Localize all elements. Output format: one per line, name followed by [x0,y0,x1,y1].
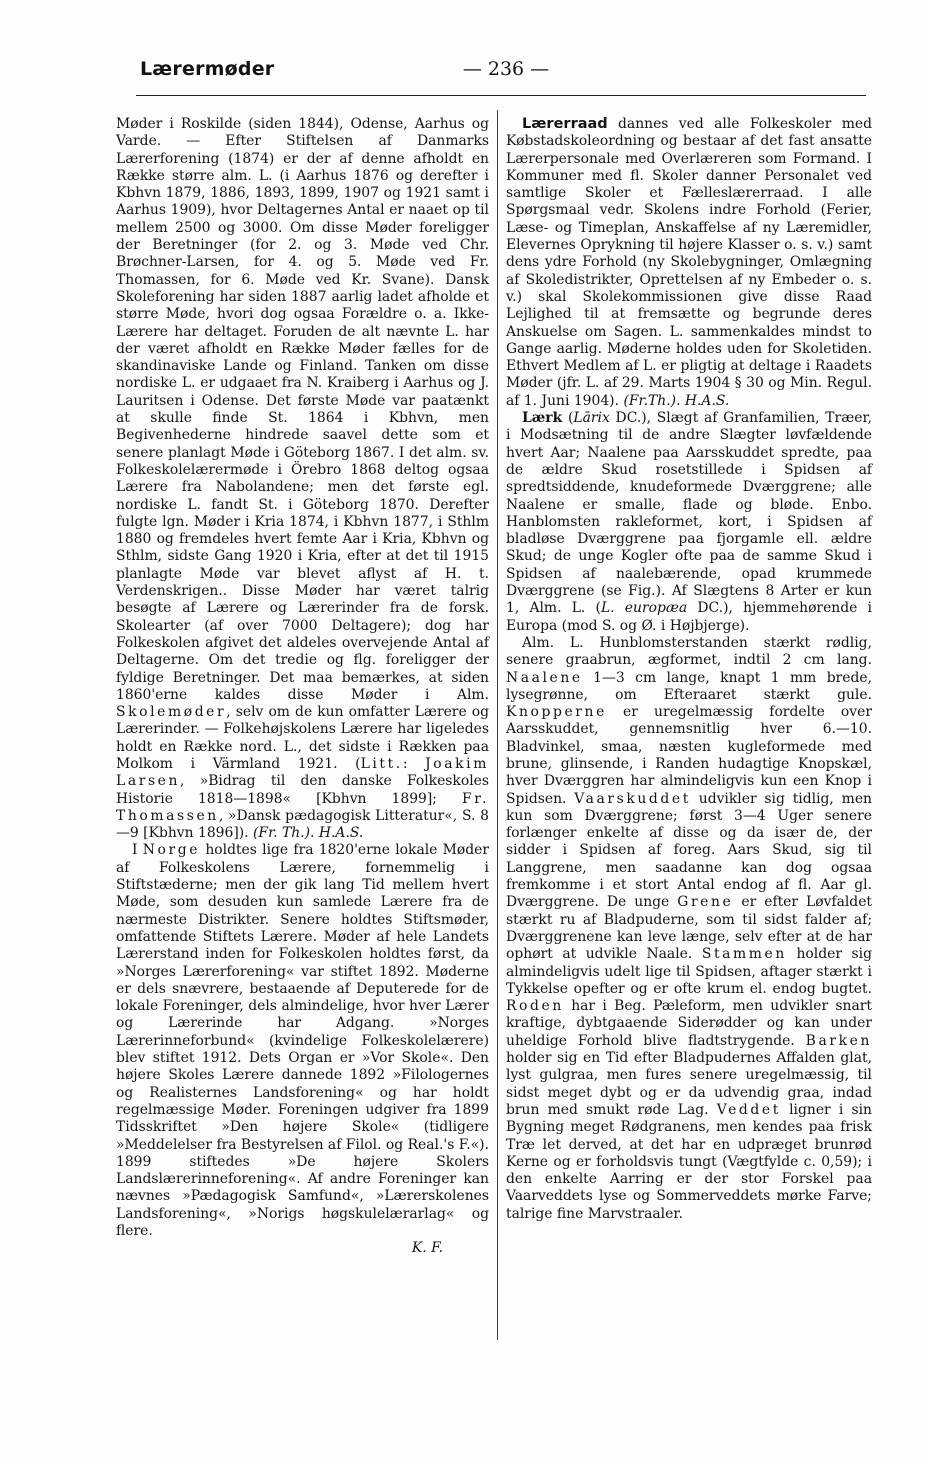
page-number: — 236 — [462,58,550,80]
running-head: Lærermøder [140,58,275,80]
entry-alm-laerk: Alm. L. Hunblomsterstanden stærkt rødlig, senere graabrun, ægformet, indtil 2 cm lang. Naalene 1—3 cm lange, knapt 1 mm brede, lysegrønne, om Efteraaret stærkt gule. Knopperne er uregelmæssig fordelte over Aarsskuddet, gennemsnitlig hver 6.—10. Bladvinkel, smaa, næsten kugleformede med brune, glinsende, i Randen hudagtige Knopskæl, hver Dværggren har almindeligvis kun een Knop i Spidsen. Vaarskuddet udvikler sig tidlig, men kun som Dværggrene; først 3—4 Uger senere forlænger enkelte af disse og da især de, der sidder i Spidsen af foreg. Aars Skud, sig til Langgrene, men saadanne kan dog ogsaa fremkomme i et stort Antal endog af fl. Aar gl. Dværggrene. De unge Grene er efter Løvfaldet stærkt ru af Bladpuderne, som til sidst falder af; Dværggrenene kan leve længe, selv efter at de har ophørt at udvikle Naale. Stammen holder sig almindeligvis udelt lige til Spidsen, aftager stærkt i Tykkelse opefter og er ofte krum el. endog bugtet. Roden har i Beg. Pæleform, men udvikler snart kraftige, dybtgaaende Siderødder og kan under uheldige Forhold blive fladtstrygende. Barken holder sig en Tid efter Bladpudernes Affalden glat, lyst gulgraa, men fures senere uregelmæssig, til sidst meget dybt og er da udvendig graa, indad brun med smukt røde Lag. Veddet ligner i sin Bygning meget Rødgranens, men kendes paa frisk Træ let derved, at det har en udpræget brunrød Kerne og er forholdsvis tungt (Vægtfylde c. 0,59); i den enkelte Aarring er der stor Forskel paa Vaarveddets lyse og Sommerveddets mørke Farve; talrige fine Marvstraaler. [506,634,873,1222]
right-column [506,116,872,1223]
lm-continuation-paragraph: Møder i Roskilde (siden 1844), Odense, Aarhus og Varde. — Efter Stiftelsen af Danmarks Lærerforening (1874) er der af denne afholdt en Række større alm. L. (i Aarhus 1876 og derefter i Kbhvn 1879, 1886, 1893, 1899, 1907 og 1921 samt i Aarhus 1909), hvor Deltagernes Antal er naaet op til mellem 2500 og 3000. Om disse Møder foreligger der Beretninger (for 2. og 3. Møde ved Chr. Brøchner-Larsen, for 4. og 5. Møde ved Fr. Thomassen, for 6. Møde ved Kr. Svane). Dansk Skoleforening har siden 1887 aarlig ladet afholde et større Møde, hvori dog ogsaa Forældre o. a. Ikke-Lærere har deltaget. Foruden de alt nævnte L. har der været afholdt en Række Møder fælles for de skandinaviske Lande og Finland. Tanken om disse nordiske L. er udgaaet fra N. Kraiberg i Aarhus og J. Lauritsen i Odense. Det første Møde var paatænkt at skulle finde St. 1864 i Kbhvn, men Begivenhederne hindrede saavel dette som et senere planlagt Møde i Göteborg 1867. I det alm. sv. Folkeskolelærermøde i Örebro 1868 deltog ogsaa Lærere fra Nabolandene; men det første egl. nordiske L. fandt St. i Göteborg 1870. Derefter fulgte lgn. Møder i Kria 1874, i Kbhvn 1877, i Sthlm 1880 og fremdeles hvert femte Aar i Kria, Kbhvn og Sthlm, sidste Gang 1920 i Kria, efter at det til 1915 planlagte Møde var blevet aflyst af H. t. Verdenskrigen.. Disse Møder har været talrig besøgte af Lærere og Lærerinder fra de forsk. Skolearter (af over 7000 Deltagere); dog har Folkeskolen afgivet det aldeles overvejende Antal af Deltagerne. Om det tredie og flg. foreligger der fyldige Beretninger. Det maa bemærkes, at siden 1860'erne kaldes disse Møder i Alm. Skolemøder, selv om de kun omfatter Lærere og Lærerinder. — Folkehøjskolens Lærere har ligeledes holdt en Række nord. L., det sidste i Rækken paa Molkom i Värmland 1921. (Litt.: Joakim Larsen, »Bidrag til den danske Folkeskoles Historie 1818—1898« [Kbhvn 1899]; Fr. Thomassen, »Dansk pædagogisk Litteratur«, S. 8—9 [Kbhvn 1896]). (Fr. Th.). H.A.S. [116,116,489,842]
spaced-term: Grene [677,894,734,911]
spaced-term: Stammen [701,946,787,963]
spaced-author: Joakim Larsen [116,755,489,790]
entry-laererraad: Lærerraad dannes ved alle Folkeskoler med Købstadskoleordning og bestaar af det fast ansatte Lærerpersonale med Overlæreren som Formand. I Kommuner med fl. Skoler danner Personalet ved samtlige Skoler et Fælleslærerraad. I alle Spørgsmaal vedr. Skolens indre Forhold (Ferier, Læse- og Timeplan, Anskaffelse af ny Læremidler, Elevernes Oprykning til højere Klasser o. s. v.) samt dens ydre Forhold (ny Skolebygninger, Omlægning af Skoledistrikter, Oprettelsen af ny Embeder o. s. v.) skal Skolekommissionen give disse Raad Lejlighed til at fremsætte og begrunde deres Anskuelse om Sagen. L. sammenkaldes mindst to Gange aarlig. Møderne holdes uden for Skoletiden. Ethvert Medlem af L. er pligtig at deltage i Raadets Møder (jfr. L. af 29. Marts 1904 § 30 og Min. Regul. af 1. Juni 1904). (Fr.Th.). H.A.S. [506,116,872,409]
spaced-term: Barken [805,1032,872,1049]
spaced-term: Naalene [506,669,583,686]
headword: Lærk [522,410,563,427]
author-signature: (Fr. Th.). H.A.S. [253,825,364,842]
spaced-term: Skolemøder [116,704,227,721]
latin-name: Lārix [573,410,610,427]
left-column [116,116,489,1258]
norge-paragraph: I Norge holdtes lige fra 1820'erne lokale Møder af Folkeskolens Lærere, fornemmelig i Stiftstæderne; men der gik lang Tid mellem hvert Møde, som desuden kun samlede Lærere fra de nærmeste Distrikter. Senere holdtes Stiftsmøder, omfattende Stiftets Lærere. Møder af hele Landets Lærerstand inden for Folkeskolen holdtes først, da »Norges Lærerforening« var stiftet 1892. Møderne er dels snævrere, bestaaende af Deputerede for de lokale Foreninger, dels almindelige, hvor hver Lærer og Lærerinde har Adgang. »Norges Lærerinneforbund« (kvindelige Folkeskolelærere) blev stiftet 1912. Dets Organ er »Vor Skole«. Den højere Skoles Lærere dannede 1892 »Filologernes og Realisternes Landsforening« og har holdt regelmæssige Møder. Foreningen udgiver fra 1899 Tidsskriftet »Den højere Skole« (tidligere »Meddelelser fra Bestyrelsen af Filol. og Real.'s F.«). 1899 stiftedes »De højere Skolers Landslærerinneforening«. Af andre Foreninger kan nævnes »Pædagogisk Samfund«, »Lærerskolenes Landsforening«, »Norigs høgskulelærarlag« og flere. [116,842,490,1239]
page-header [136,56,856,90]
author-signature: (Fr.Th.). H.A.S. [623,392,730,409]
column-divider [497,110,498,1340]
spaced-term: Norge [142,842,201,859]
spaced-term: Litt. [360,755,403,772]
entry-laerk: Lærk (Lārix DC.), Slægt af Granfamilien, Træer, i Modsætning til de andre Slægter løvfældende hvert Aar; Naalene paa Aarsskuddet spredte, paa de ældre Skud rosetstillede i Spidsen af spredtsiddende, knudeformede Dværggrene; alle Naalene er smalle, flade og bløde. Enbo. Hanblomsten rakleformet, kort, i Spidsen af bladløse Dværggrene paa fjorgamle ell. ældre Skud; de unge Kogler ofte paa de samme Skud i Spidsen af naalebærende, opad krummede Dværggrene (se Fig.). Af Slægtens 8 Arter er kun 1, Alm. L. (L. europæa DC.), hjemmehørende i Europa (mod S. og Ø. i Højbjerge). [506,410,873,634]
headword: Lærerraad [522,116,608,132]
spaced-term: Roden [506,998,564,1015]
spaced-term: Knopperne [506,704,607,721]
spaced-term: Vaarskuddet [574,790,691,807]
header-rule [136,95,866,96]
species-name: L. europæa [600,600,688,617]
spaced-term: Veddet [716,1101,781,1118]
spaced-author: Fr. Thomassen [116,790,489,824]
author-signature: K. F. [411,1240,443,1257]
